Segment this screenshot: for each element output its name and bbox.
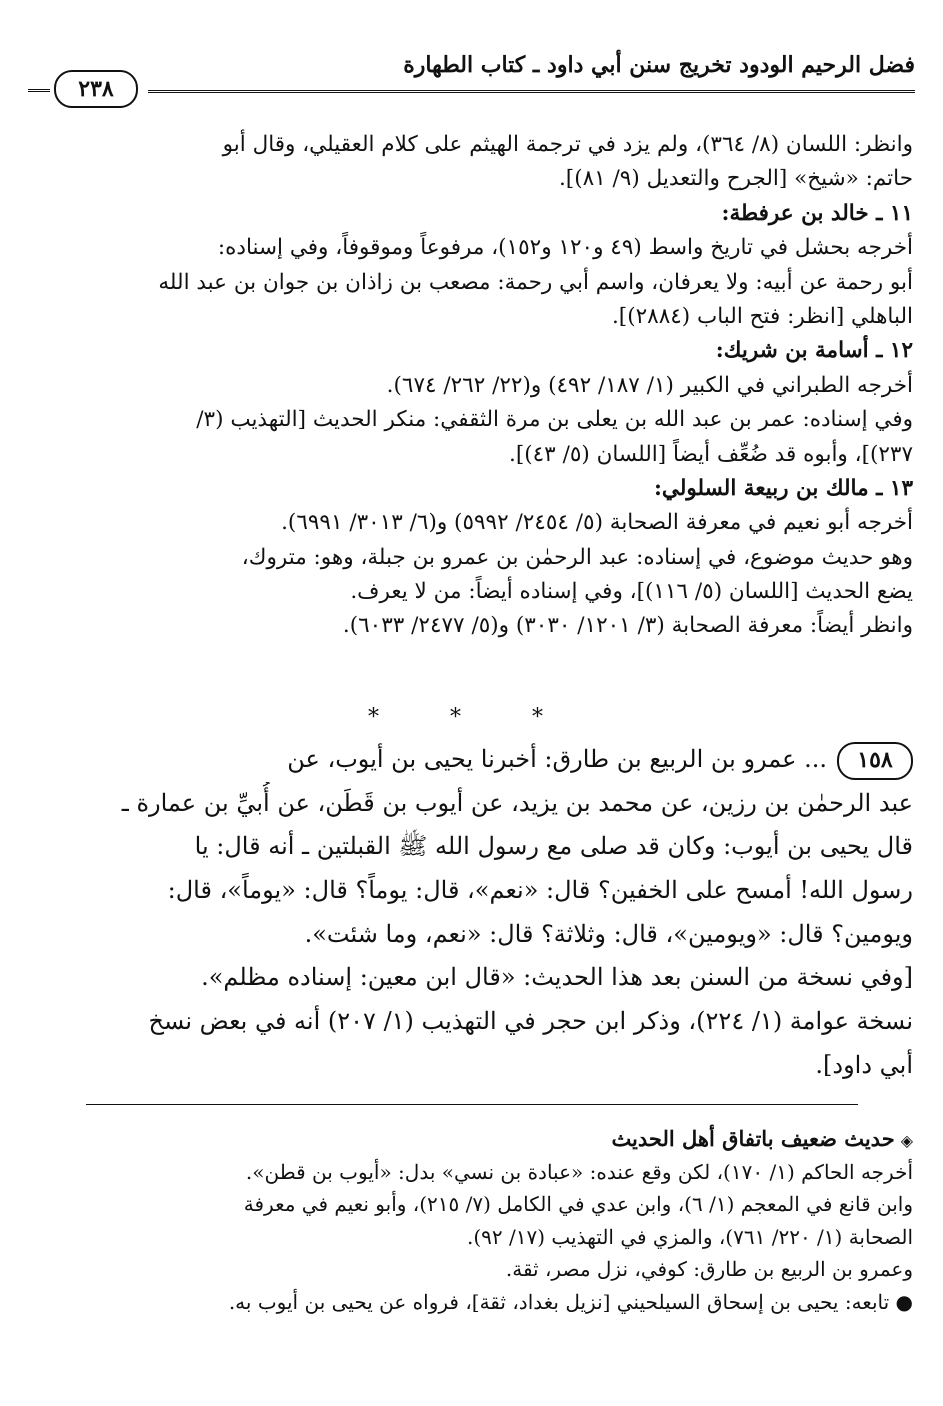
footnote-line: وابن قانع في المعجم (١/ ٦)، وابن عدي في الكامل (٧/ ٢١٥)، وأبو نعيم في معرفة <box>243 1192 913 1217</box>
section-heading: ١٢ ـ أسامة بن شريك: <box>715 338 913 364</box>
page-header <box>28 52 915 132</box>
text-line: وهو حديث موضوع، في إسناده: عبد الرحمٰن بن عمرو بن جبلة، وهو: متروك، <box>241 544 913 570</box>
footnotes <box>30 1122 913 1318</box>
page-number-box <box>28 70 148 110</box>
text-line: وفي إسناده: عمر بن عبد الله بن يعلى بن مرة الثقفي: منكر الحديث [التهذيب (٣/ <box>196 407 913 433</box>
text-line: [وفي نسخة من السنن بعد هذا الحديث: «قال ابن معين: إسناده مظلم». <box>201 963 913 992</box>
text-line: ... عمرو بن الربيع بن طارق: أخبرنا يحيى بن أيوب، عن <box>287 745 827 773</box>
running-title: فضل الرحيم الودود تخريج سنن أبي داود ـ كتاب الطهارة <box>403 52 915 78</box>
section-heading: ١٣ ـ مالك بن ربيعة السلولي: <box>653 475 913 501</box>
hadith-number: ١٥٨ <box>837 742 913 780</box>
text-line: عبد الرحمٰن بن رزين، عن محمد بن يزيد، عن أيوب بن قَطَن، عن أُبيِّ بن عمارة ـ <box>121 788 913 817</box>
text-line: رسول الله! أمسح على الخفين؟ قال: «نعم»، قال: يوماً؟ قال: «يوماً»، قال: <box>167 876 913 905</box>
footnote-line: ● تابعه: يحيى بن إسحاق السيلحيني [نزيل بغداد، ثقة]، فرواه عن يحيى بن أيوب به. <box>228 1289 913 1314</box>
text-line: أخرجه بحشل في تاريخ واسط (٤٩ و١٢٠ و١٥٢)، مرفوعاً وموقوفاً، وفي إسناده: <box>217 235 913 261</box>
text-line: أبي داود]. <box>815 1050 913 1079</box>
text-line: وانظر: اللسان (٨/ ٣٦٤)، ولم يزد في ترجمة الهيثم على كلام العقيلي، وقال أبو <box>222 132 913 157</box>
text-line: وانظر أيضاً: معرفة الصحابة (٣/ ١٢٠١/ ٣٠٣٠) و(٥/ ٢٤٧٧/ ٦٠٣٣). <box>342 613 913 639</box>
text-line: ٢٣٧)]، وأبوه قد ضُعِّف أيضاً [اللسان (٥/ ٤٣)]. <box>509 441 913 467</box>
footnote-line: أخرجه الحاكم (١/ ١٧٠)، لكن وقع عنده: «عبادة بن نسي» بدل: «أيوب بن قطن». <box>245 1160 913 1185</box>
hadith-text <box>30 738 913 1087</box>
text-line: يضع الحديث [اللسان (٥/ ١١٦)]، وفي إسناده أيضاً: من لا يعرف. <box>350 579 913 605</box>
header-rule <box>148 90 915 95</box>
text-line: أبو رحمة عن أبيه: ولا يعرفان، واسم أبي رحمة: مصعب بن زاذان بن جوان بن عبد الله <box>158 269 913 295</box>
footnote-line: الصحابة (١/ ٢٢٠/ ٧٦١)، والمزي في التهذيب (١٧/ ٩٢). <box>466 1224 913 1249</box>
section-heading: ١١ ـ خالد بن عرفطة: <box>721 200 913 226</box>
page-number: ٢٣٨ <box>54 70 138 108</box>
text-line: حاتم: «شيخ» [الجرح والتعديل (٩/ ٨١)]. <box>558 166 913 192</box>
text-line: قال يحيى بن أيوب: وكان قد صلى مع رسول الله ﷺ القبلتين ـ أنه قال: يا <box>194 832 913 861</box>
text-line: أخرجه أبو نعيم في معرفة الصحابة (٥/ ٢٤٥٤/ ٥٩٩٢) و(٦/ ٣٠١٣/ ٦٩٩١). <box>281 510 913 536</box>
text-line: أخرجه الطبراني في الكبير (١/ ١٨٧/ ٤٩٢) و(٢٢/ ٢٦٢/ ٦٧٤). <box>386 372 913 398</box>
footnote-divider <box>86 1104 858 1105</box>
text-line: نسخة عوامة (١/ ٢٢٤)، وذكر ابن حجر في التهذيب (١/ ٢٠٧) أنه في بعض نسخ <box>148 1007 913 1036</box>
text-line: الباهلي [انظر: فتح الباب (٢٨٨٤)]. <box>611 303 913 329</box>
hadith-first-line <box>30 738 913 782</box>
page-number-rule <box>28 89 50 92</box>
footnote-line: وعمرو بن الربيع بن طارق: كوفي، نزل مصر، ثقة. <box>505 1257 913 1282</box>
section-separator: * * * <box>368 705 575 730</box>
continuation-text <box>30 128 913 644</box>
text-line: ويومين؟ قال: «ويومين»، قال: وثلاثة؟ قال: «نعم، وما شئت». <box>304 919 913 948</box>
footnote-heading-line <box>30 1122 913 1156</box>
footnote-heading: حديث ضعيف باتفاق أهل الحديث <box>611 1126 895 1151</box>
footnote-marker-icon: ◈ <box>900 1131 913 1150</box>
